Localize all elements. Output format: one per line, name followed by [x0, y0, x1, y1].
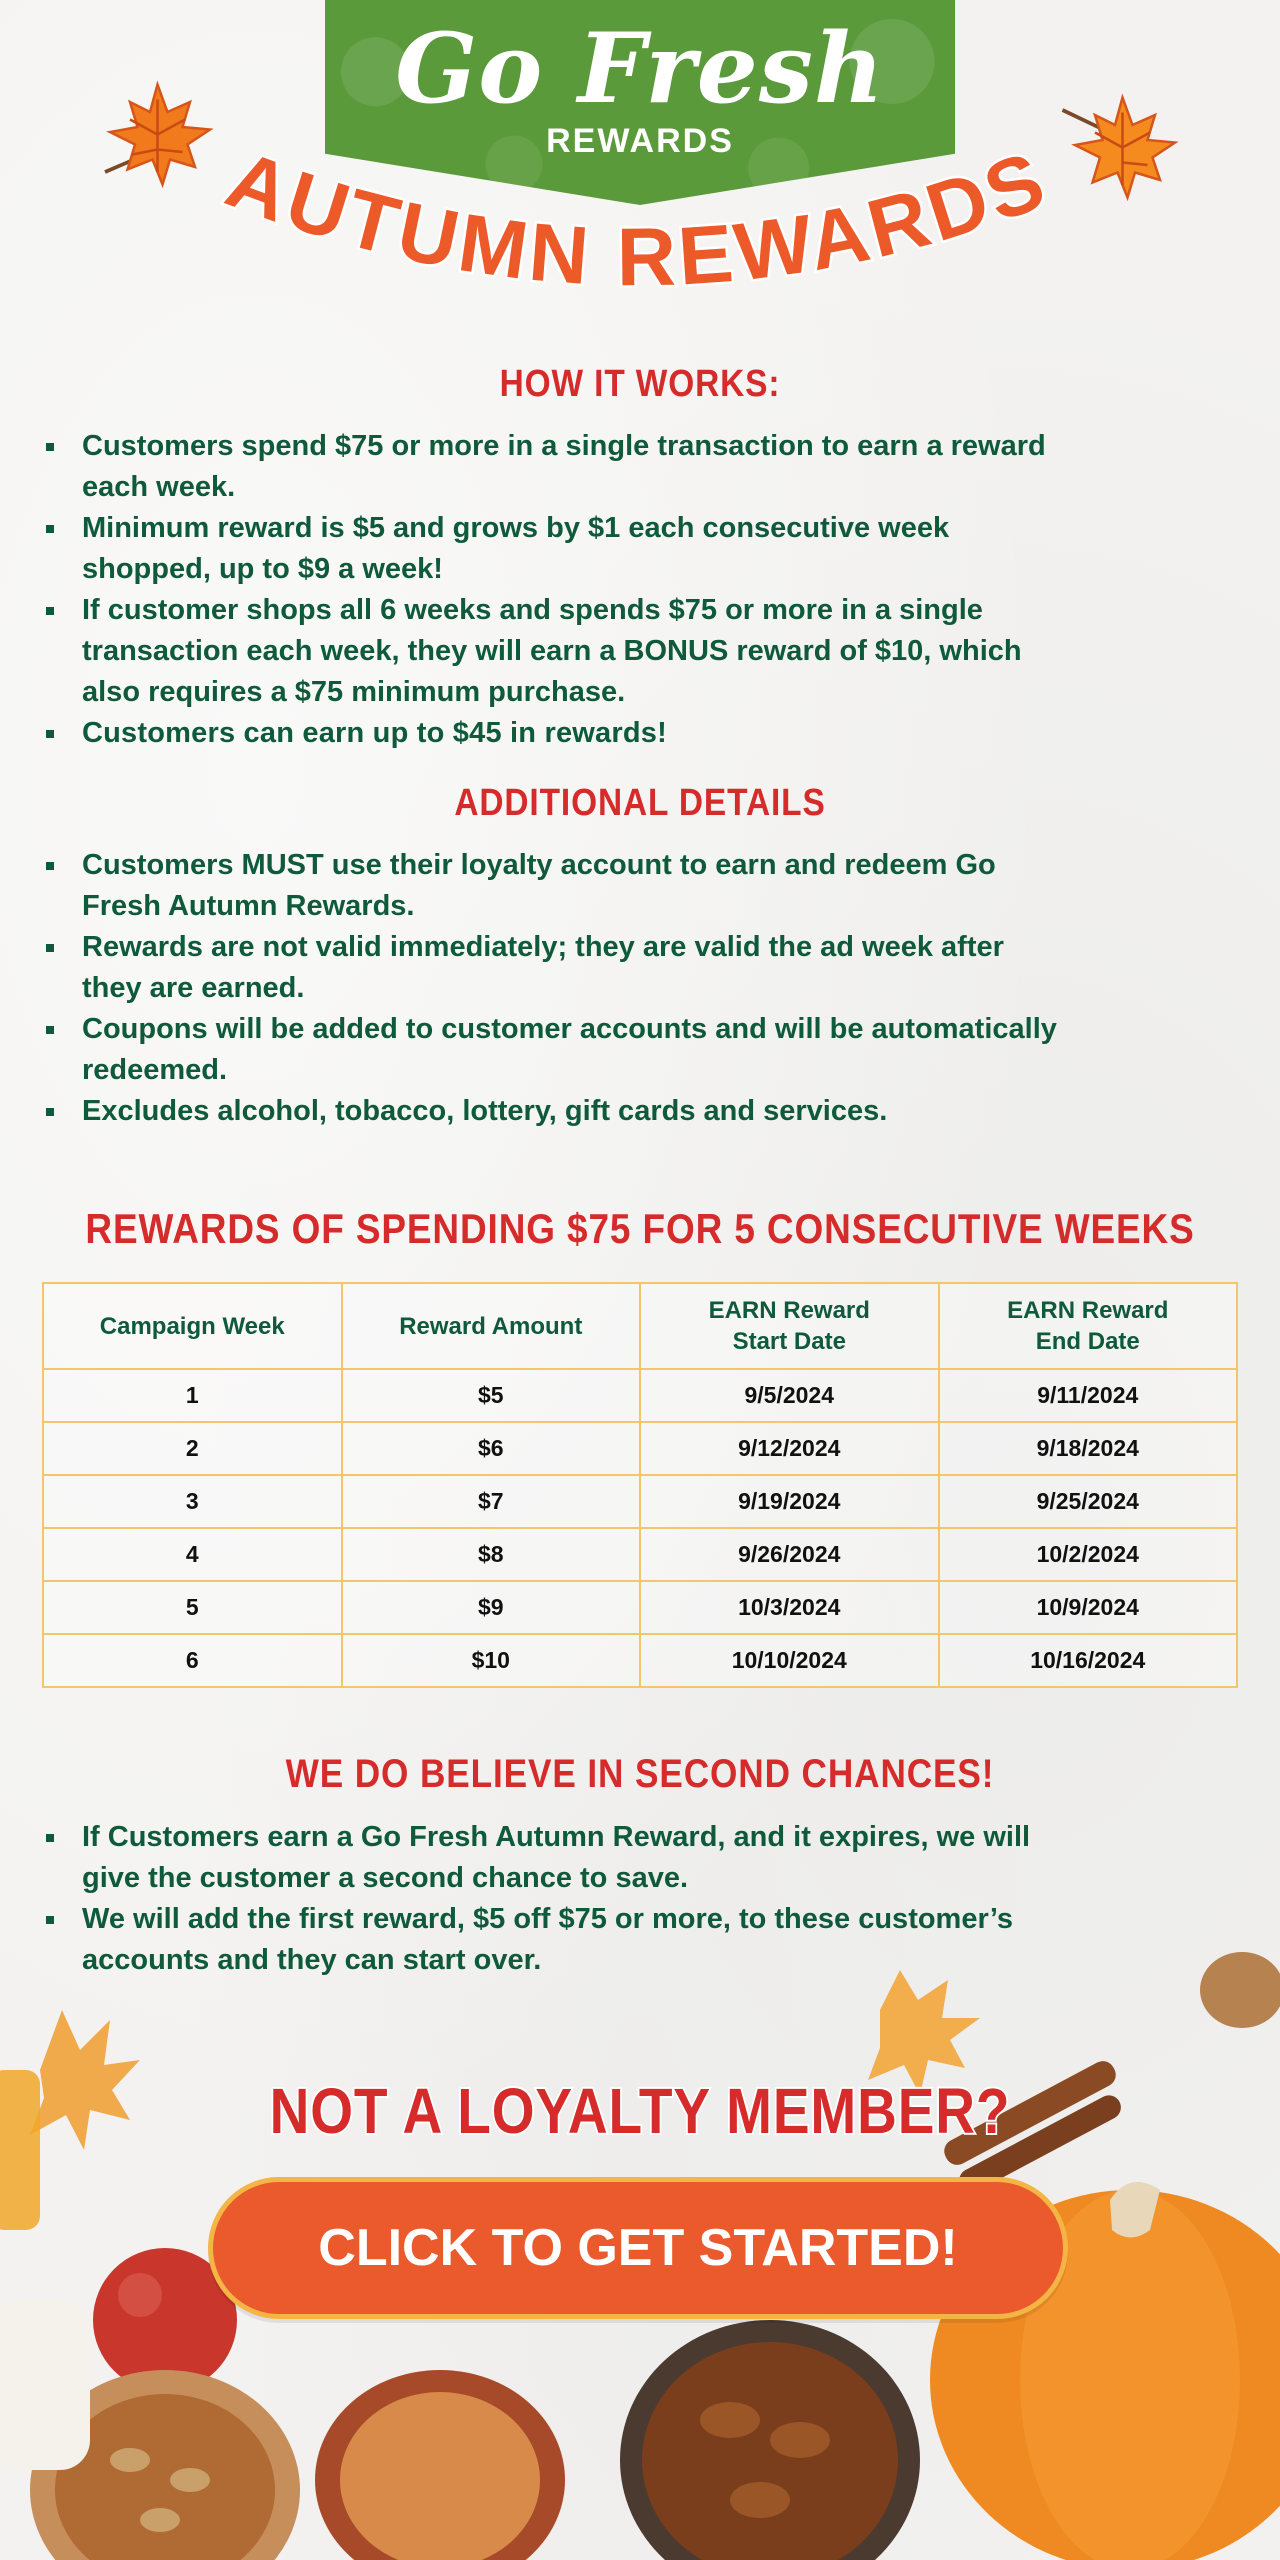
list-item: Minimum reward is $5 and grows by $1 each consecutive week shopped, up to $9 a week!	[42, 508, 1062, 590]
table-cell: $9	[342, 1581, 641, 1634]
table-row	[43, 1475, 1237, 1528]
table-row	[43, 1528, 1237, 1581]
walnut	[1200, 1952, 1280, 2028]
table-header-row	[43, 1283, 1237, 1369]
rewards-table-heading: REWARDS OF SPENDING $75 FOR 5 CONSECUTIVE WEEKS	[85, 1205, 1195, 1252]
list-item: Excludes alcohol, tobacco, lottery, gift cards and services.	[42, 1091, 1062, 1132]
table-row	[43, 1369, 1237, 1422]
list-item: Customers spend $75 or more in a single transaction to earn a reward each week.	[42, 426, 1062, 508]
rewards-table	[42, 1282, 1238, 1688]
table-cell: 3	[43, 1475, 342, 1528]
list-item: Coupons will be added to customer accounts and will be automatically redeemed.	[42, 1009, 1062, 1091]
table-cell: $5	[342, 1369, 641, 1422]
table-cell: 2	[43, 1422, 342, 1475]
table-cell: 10/16/2024	[939, 1634, 1238, 1687]
table-row	[43, 1422, 1237, 1475]
table-cell: 1	[43, 1369, 342, 1422]
table-cell: 9/12/2024	[640, 1422, 939, 1475]
additional-details-heading: ADDITIONAL DETAILS	[454, 782, 826, 824]
column-header: EARN Reward End Date	[939, 1283, 1238, 1369]
table-cell: 10/3/2024	[640, 1581, 939, 1634]
table-cell: 5	[43, 1581, 342, 1634]
campaign-title	[0, 145, 1280, 320]
list-item: Customers MUST use their loyalty account to earn and redeem Go Fresh Autumn Rewards.	[42, 845, 1062, 927]
table-cell: 4	[43, 1528, 342, 1581]
column-header: Campaign Week	[43, 1283, 342, 1369]
list-item: We will add the first reward, $5 off $75 or more, to these customer’s accounts and they can start over.	[42, 1899, 1062, 1981]
table-cell: 10/9/2024	[939, 1581, 1238, 1634]
second-chances-heading: WE DO BELIEVE IN SECOND CHANCES!	[285, 1752, 995, 1796]
how-it-works-heading: HOW IT WORKS:	[499, 363, 781, 405]
list-item: Rewards are not valid immediately; they are valid the ad week after they are earned.	[42, 927, 1062, 1009]
brand-subtitle: REWARDS	[546, 122, 734, 160]
loyalty-question: NOT A LOYALTY MEMBER?	[269, 2075, 1011, 2147]
table-cell: 10/2/2024	[939, 1528, 1238, 1581]
list-item: If customer shops all 6 weeks and spends $75 or more in a single transaction each week, they will earn a BONUS reward of $10, which also requires a $75 minimum purchase.	[42, 590, 1062, 713]
get-started-button[interactable]: CLICK TO GET STARTED!	[208, 2177, 1068, 2319]
table-cell: 9/26/2024	[640, 1528, 939, 1581]
table-cell: 9/18/2024	[939, 1422, 1238, 1475]
how-it-works-list	[42, 426, 1062, 754]
column-header: Reward Amount	[342, 1283, 641, 1369]
list-item: Customers can earn up to $45 in rewards!	[42, 713, 1062, 754]
table-row	[43, 1634, 1237, 1687]
table-cell: 10/10/2024	[640, 1634, 939, 1687]
table-row	[43, 1581, 1237, 1634]
table-cell: $8	[342, 1528, 641, 1581]
table-cell: 9/19/2024	[640, 1475, 939, 1528]
table-cell: $7	[342, 1475, 641, 1528]
svg-text:AUTUMN REWARDS: AUTUMN REWARDS	[215, 145, 1060, 304]
table-cell: 9/5/2024	[640, 1369, 939, 1422]
table-cell: $10	[342, 1634, 641, 1687]
table-cell: 9/25/2024	[939, 1475, 1238, 1528]
table-cell: 6	[43, 1634, 342, 1687]
column-header: EARN Reward Start Date	[640, 1283, 939, 1369]
table-cell: 9/11/2024	[939, 1369, 1238, 1422]
table-cell: $6	[342, 1422, 641, 1475]
honey-jar	[0, 2070, 40, 2230]
milk-mug	[0, 2300, 90, 2470]
additional-details-list	[42, 845, 1062, 1132]
list-item: If Customers earn a Go Fresh Autumn Reward, and it expires, we will give the customer a second chance to save.	[42, 1817, 1062, 1899]
brand-logo: Go Fresh	[395, 12, 885, 125]
